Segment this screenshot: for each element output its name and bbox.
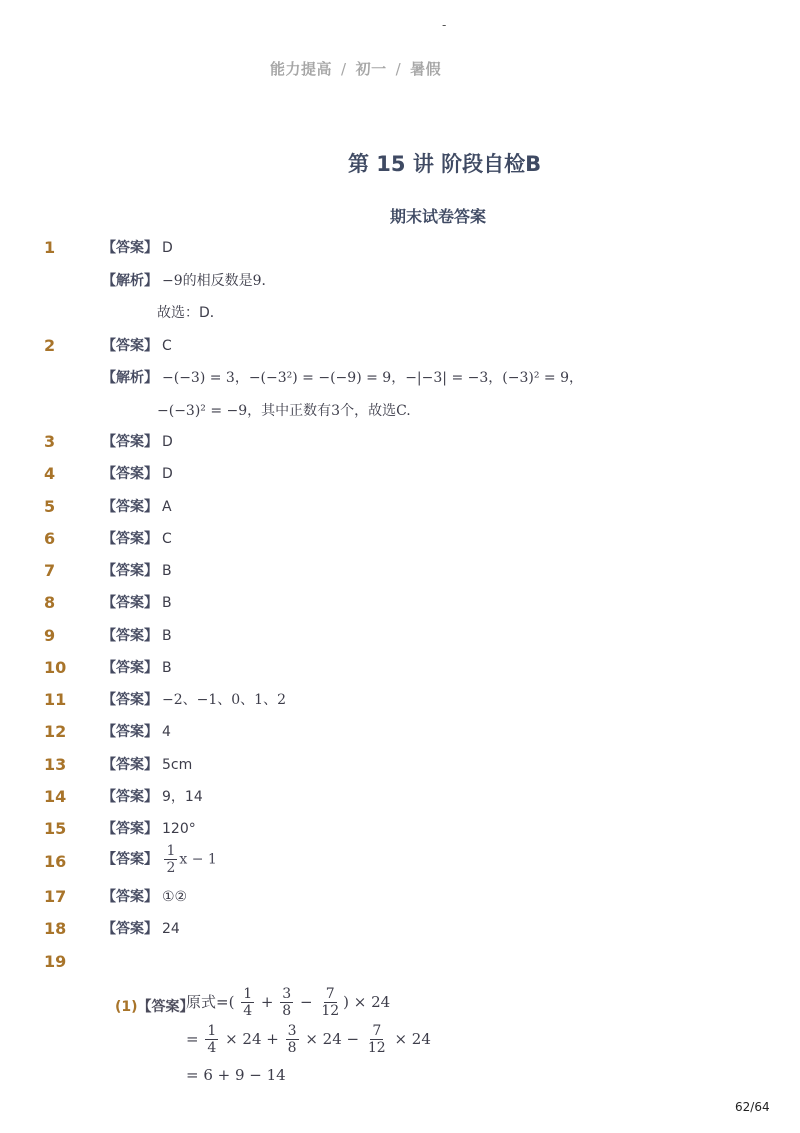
answer-row [102, 887, 187, 907]
question-number: 5 [44, 497, 56, 516]
answer-row [102, 432, 173, 452]
question-number: 12 [44, 722, 67, 741]
fraction-numerator: 3 [287, 1023, 297, 1039]
breadcrumb-separator: / [395, 60, 402, 78]
fraction [366, 1023, 388, 1056]
analysis-text: −(−3) = 3，−(−3²) = −(−9) = 9，−|−3| = −3，(−3)² = 9， [162, 370, 583, 386]
answer-value: x − 1 [179, 851, 217, 868]
answer-tag: 【答案】 [102, 692, 158, 708]
answer-row [102, 529, 172, 549]
question-number: 4 [44, 464, 56, 483]
answer-row [102, 843, 217, 876]
answer-tag: 【答案】 [102, 724, 158, 740]
fraction [205, 1023, 218, 1056]
answer-tag: 【答案】 [102, 434, 158, 450]
answer-value: ①② [162, 889, 188, 905]
analysis-conclusion: −(−3)² = −9，其中正数有3个，故选C. [157, 403, 411, 419]
answer-value: −2、−1、0、1、2 [162, 692, 286, 708]
answer-tag: 【答案】 [102, 595, 158, 611]
answer-row [102, 238, 173, 258]
fraction [286, 1023, 299, 1056]
answer-value: 120° [162, 821, 196, 837]
sub-question-label [115, 996, 194, 1016]
answer-row [102, 658, 172, 678]
answer-value: C [162, 531, 172, 547]
fraction-denominator: 12 [367, 1040, 386, 1056]
answer-value: 5cm [162, 757, 193, 773]
question-number: 11 [44, 690, 67, 709]
question-number: 7 [44, 561, 56, 580]
question-number: 1 [44, 238, 56, 257]
answer-value: 24 [162, 921, 180, 937]
question-number: 8 [44, 593, 56, 612]
answer-tag: 【答案】 [102, 921, 158, 937]
fraction [164, 843, 177, 876]
question-number: 3 [44, 432, 56, 451]
calc-line-1 [186, 986, 390, 1019]
fraction [319, 986, 341, 1019]
fraction-denominator: 8 [287, 1040, 297, 1056]
calc-term: × 24 + [225, 1030, 279, 1048]
breadcrumb-separator: / [341, 60, 347, 78]
question-number: 17 [44, 887, 67, 906]
operator: − [299, 993, 313, 1011]
equals-sign: = [186, 1030, 199, 1048]
question-number: 18 [44, 919, 67, 938]
question-number: 14 [44, 787, 67, 806]
question-number: 10 [44, 658, 67, 677]
calc-term: × 24 [394, 1030, 431, 1048]
answer-tag: 【答案】 [102, 499, 158, 515]
answer-value: D [162, 240, 173, 256]
answer-tag: 【答案】 [102, 628, 158, 644]
answer-value: 4 [162, 724, 171, 740]
breadcrumb-grade: 初一 [355, 60, 387, 78]
fraction-numerator: 7 [372, 1023, 382, 1039]
calc-line-3: = 6 + 9 − 14 [186, 1066, 286, 1084]
answer-tag: 【答案】 [102, 889, 158, 905]
question-number: 2 [44, 336, 56, 355]
answer-tag: 【答案】 [102, 240, 158, 256]
paren-open: ( [228, 993, 235, 1011]
breadcrumb [270, 58, 441, 79]
answer-row [102, 626, 172, 646]
answer-value: B [162, 563, 172, 579]
breadcrumb-course: 能力提高 [270, 60, 333, 78]
fraction-numerator: 1 [243, 986, 253, 1002]
answer-value: 9，14 [162, 789, 203, 805]
fraction [280, 986, 293, 1019]
answer-tag: 【答案】 [102, 563, 158, 579]
question-number: 15 [44, 819, 67, 838]
analysis-conclusion: 故选：D． [157, 305, 224, 321]
analysis-tag: 【解析】 [102, 370, 158, 386]
fraction-numerator: 1 [166, 843, 176, 859]
answer-tag: 【答案】 [102, 789, 158, 805]
answer-row [102, 755, 192, 775]
answer-row [102, 787, 203, 807]
fraction-denominator: 12 [321, 1003, 340, 1019]
question-number: 13 [44, 755, 67, 774]
breadcrumb-term: 暑假 [410, 60, 442, 78]
top-mark: - [442, 18, 447, 32]
answer-row [102, 819, 196, 839]
fraction-numerator: 1 [207, 1023, 217, 1039]
calc-prefix: 原式= [186, 993, 229, 1011]
answer-value: C [162, 338, 172, 354]
answer-tag: 【答案】 [102, 821, 158, 837]
answer-tag: 【答案】 [102, 757, 158, 773]
section-title: 期末试卷答案 [390, 207, 487, 226]
answer-row [102, 336, 172, 356]
fraction [241, 986, 254, 1019]
calc-line-2 [186, 1023, 431, 1056]
answer-row [102, 561, 172, 581]
question-number: 6 [44, 529, 56, 548]
answer-tag: 【答案】 [102, 851, 158, 868]
answer-value: D [162, 434, 173, 450]
fraction-numerator: 3 [282, 986, 292, 1002]
answer-value: B [162, 628, 172, 644]
analysis-text: −9的相反数是9． [162, 273, 276, 289]
answer-row [102, 497, 172, 517]
fraction-denominator: 4 [207, 1040, 217, 1056]
answer-value: B [162, 595, 172, 611]
question-number: 9 [44, 626, 56, 645]
answer-tag: 【答案】 [102, 660, 158, 676]
fraction-denominator: 4 [243, 1003, 253, 1019]
answer-tag: 【答案】 [102, 531, 158, 547]
analysis-tag: 【解析】 [102, 273, 158, 289]
answer-row [102, 464, 173, 484]
page-number: 62/64 [735, 1100, 770, 1114]
question-number: 16 [44, 852, 67, 871]
answer-value: D [162, 466, 173, 482]
answer-value: B [162, 660, 172, 676]
answer-row [102, 690, 286, 710]
fraction-denominator: 2 [166, 860, 176, 876]
analysis-row [102, 271, 276, 291]
answer-value: A [162, 499, 172, 515]
answer-tag: 【答案】 [102, 466, 158, 482]
answer-row [102, 722, 171, 742]
sub-question-number: (1) [115, 999, 138, 1015]
lecture-title: 第 15 讲 阶段自检B [348, 152, 542, 176]
question-number: 19 [44, 952, 67, 971]
answer-row [102, 593, 172, 613]
answer-tag: 【答案】 [137, 999, 194, 1015]
fraction-numerator: 7 [325, 986, 335, 1002]
operator: + [260, 993, 274, 1011]
answer-row [102, 919, 180, 939]
answer-tag: 【答案】 [102, 338, 158, 354]
paren-close: ) × 24 [343, 993, 391, 1011]
calc-term: × 24 − [305, 1030, 360, 1048]
analysis-row [102, 368, 583, 388]
fraction-denominator: 8 [282, 1003, 292, 1019]
